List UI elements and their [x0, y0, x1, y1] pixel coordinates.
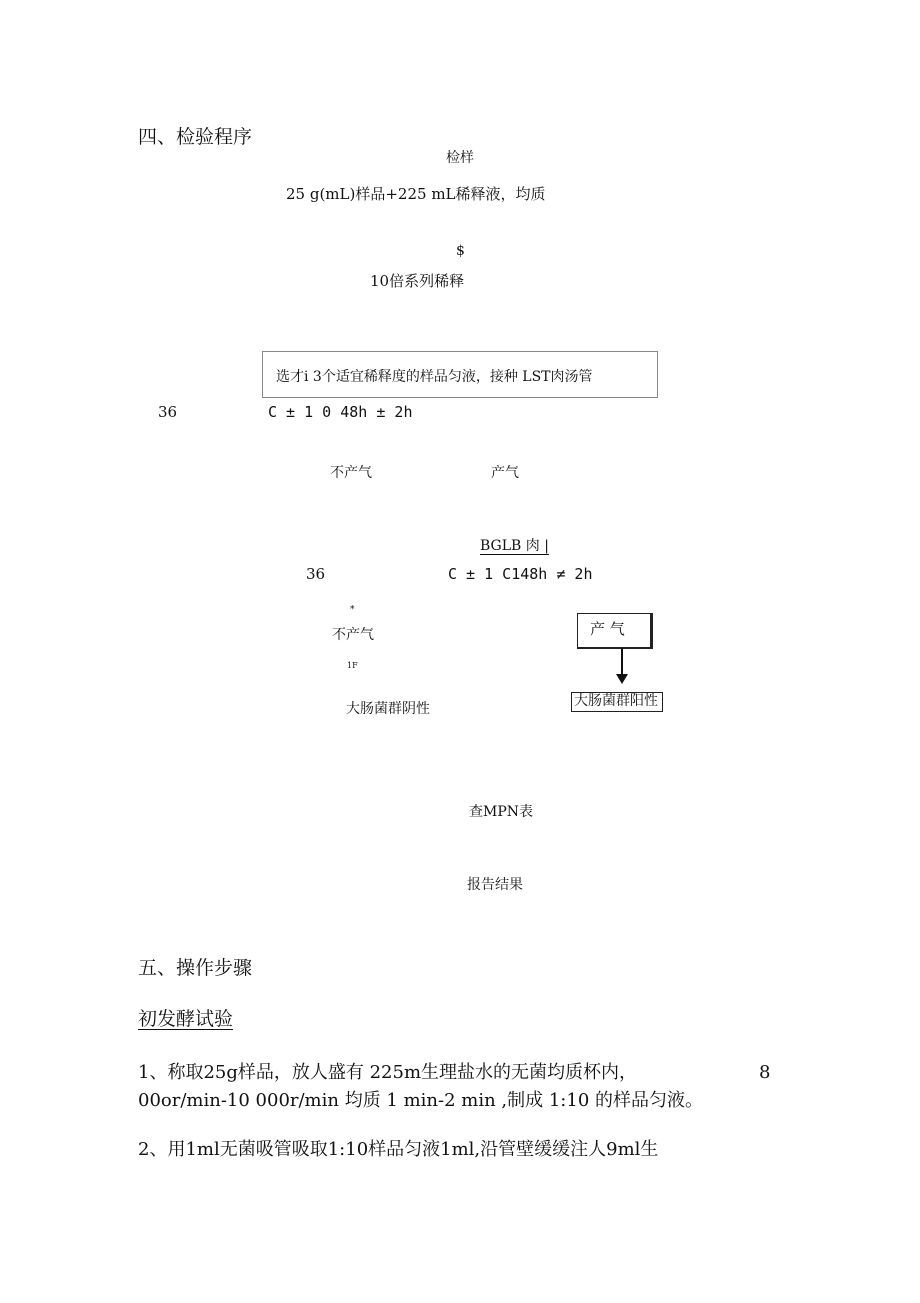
step1-speed-num: 8: [759, 1062, 771, 1083]
flow-step-dilute: 10倍系列稀释: [370, 272, 465, 290]
section-heading-steps: 五、操作步骤: [138, 957, 253, 979]
lst-temp-right: C ± 1 0 48h ± 2h: [268, 403, 413, 421]
step1-line2: 00or/min-10 000r/min 均质 1 min-2 min ,制成 1:10 的样品匀液。: [138, 1090, 703, 1111]
lst-temp-left: 36: [158, 403, 178, 421]
bglb-temp-right: C ± 1 C148h ≠ 2h: [448, 565, 593, 583]
bglb-temp-left: 36: [306, 565, 326, 583]
subheading-primary-fermentation: 初发酵试验: [138, 1008, 234, 1030]
bglb-no-gas: 不产气: [332, 627, 374, 643]
step2-line1: 2、用1ml无菌吸管吸取1:10样品匀液1ml,沿管壁缓缓注人9ml生: [138, 1139, 659, 1160]
flow-step-sample: 检样: [446, 150, 474, 166]
lst-no-gas: 不产气: [330, 465, 372, 481]
report-result: 报告结果: [467, 877, 523, 893]
bglb-label: BGLB 肉 |: [480, 538, 549, 554]
flow-step-inoculate: 选才i 3个适宜稀释度的样品匀液，接种 LST肉汤管: [276, 369, 593, 385]
coliform-positive: 大肠菌群阳性: [574, 693, 658, 709]
mpn-table: 查MPN表: [469, 804, 534, 820]
lst-gas: 产气: [491, 465, 519, 481]
star-mark: *: [350, 605, 355, 615]
bglb-gas: 产 气: [590, 620, 625, 638]
flow-step-homogenize: 25 g(mL)样品+225 mL稀释液，均质: [286, 185, 546, 203]
flow-arrow-glyph: $: [456, 243, 465, 259]
mark-1f: 1F: [347, 661, 358, 670]
down-arrow-head: [616, 674, 628, 684]
section-heading: 四、检验程序: [138, 126, 253, 148]
down-arrow-shaft: [621, 648, 623, 674]
step1-line1: 1、称取25g样品，放人盛有 225m生理盐水的无菌均质杯内，: [138, 1062, 638, 1083]
coliform-negative: 大肠菌群阴性: [346, 701, 430, 717]
